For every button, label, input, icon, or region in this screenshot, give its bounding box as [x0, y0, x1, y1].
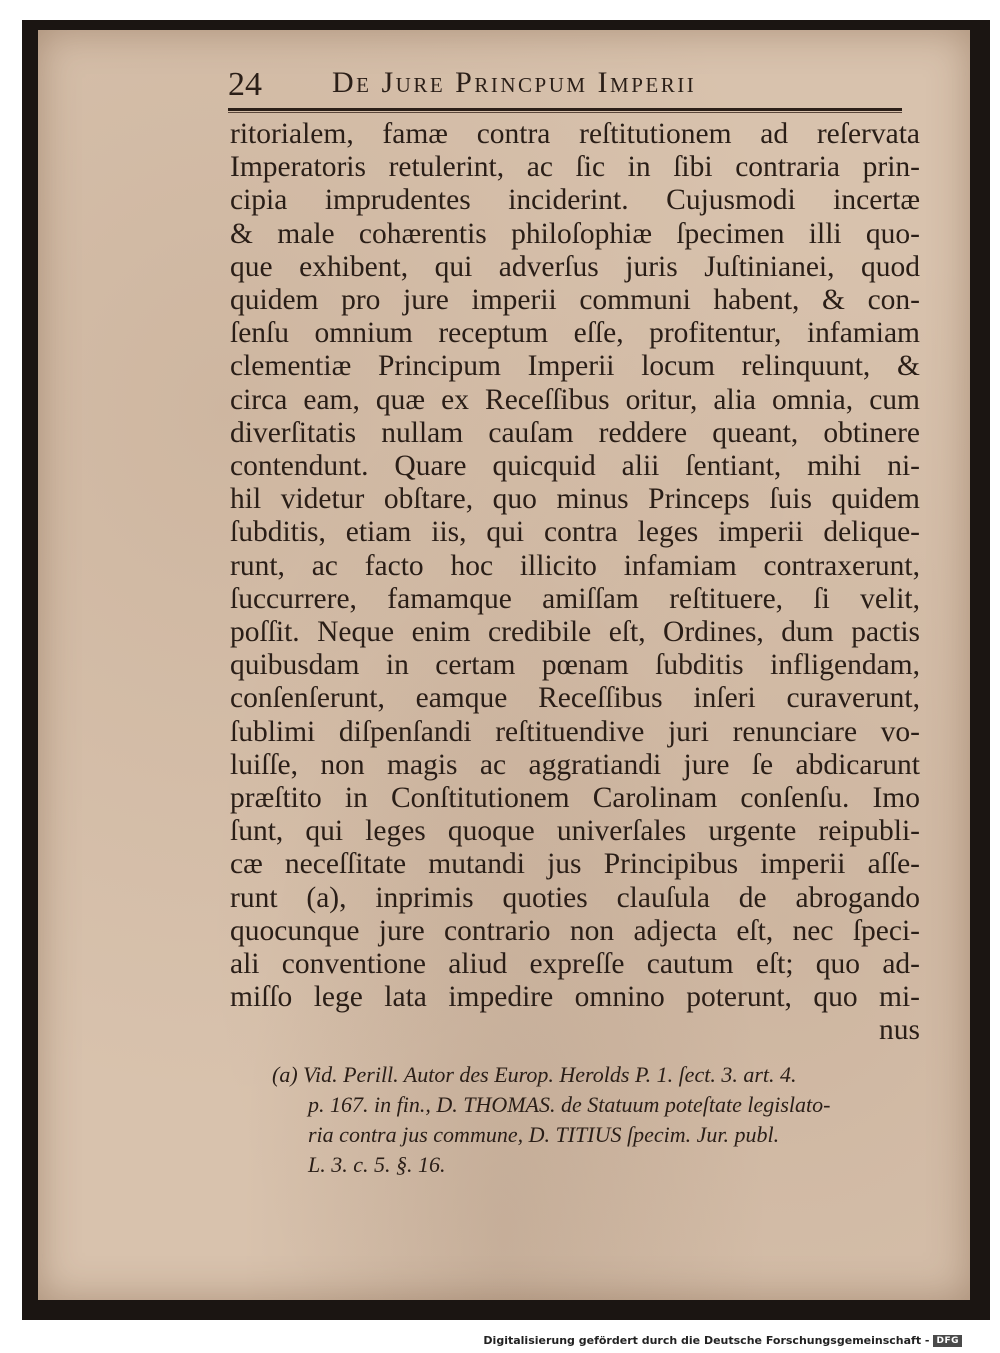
body-text [230, 118, 920, 1048]
text-line: ſublimi diſpenſandi reſtituendive juri renunciare vo- [230, 715, 920, 748]
header-rule-thin [228, 112, 902, 113]
text-line: quidem pro jure imperii communi habent, & con- [230, 284, 920, 317]
text-line: ritorialem, famæ contra reſtitutionem ad reſervata [230, 118, 920, 150]
text-line: ſuccurrere, famamque amiſſam reſtituere, ſi velit, [230, 582, 920, 615]
text-line: ſubditis, etiam iis, qui contra leges imperii delique- [230, 516, 920, 549]
text-line: ſenſu omnium receptum eſſe, profitentur, infamiam [230, 317, 920, 350]
text-line: runt, ac facto hoc illicito infamiam contraxerunt, [230, 549, 920, 582]
digitization-credit [483, 1334, 962, 1347]
text-line: Imperatoris retulerint, ac ſic in ſibi contraria prin- [230, 151, 920, 184]
text-line: ali conventione aliud expreſſe cautum eſt; quo ad- [230, 948, 920, 981]
text-line: runt (a), inprimis quoties clauſula de abrogando [230, 881, 920, 914]
footnotes [272, 1060, 922, 1180]
catchword: nus [879, 1014, 920, 1047]
footnote-line: p. 167. in fin., D. THOMAS. de Statuum poteſtate legislato- [308, 1092, 831, 1117]
credit-text: Digitalisierung gefördert durch die Deutsche Forschungsgemeinschaft - [483, 1334, 930, 1347]
text-line: cæ neceſſitate mutandi jus Principibus imperii aſſe- [230, 848, 920, 881]
footnote-line: (a) Vid. Perill. Autor des Europ. Herolds P. 1. ſect. 3. art. 4. [272, 1062, 797, 1087]
page-number: 24 [228, 66, 262, 103]
text-line: hil videtur obſtare, quo minus Princeps ſuis quidem [230, 483, 920, 516]
text-line: miſſo lege lata impedire omnino poterunt, quo mi- [230, 981, 920, 1014]
text-line: cipia imprudentes inciderint. Cujusmodi incertæ [230, 184, 920, 217]
running-head: De Jure Princpum Imperii [332, 66, 697, 99]
text-line: ſunt, qui leges quoque univerſales urgente reipubli- [230, 815, 920, 848]
header-rule [228, 108, 902, 111]
text-line: quocunque jure contrario non adjecta eſt, nec ſpeci- [230, 914, 920, 947]
text-line: luiſſe, non magis ac aggratiandi jure ſe abdicarunt [230, 748, 920, 781]
text-line: que exhibent, qui adverſus juris Juſtinianei, quod [230, 250, 920, 283]
text-line: circa eam, quæ ex Receſſibus oritur, alia omnia, cum [230, 383, 920, 416]
text-line: & male cohærentis philoſophiæ ſpecimen illi quo- [230, 217, 920, 250]
text-line: poſſit. Neque enim credibile eſt, Ordines, dum pactis [230, 616, 920, 649]
text-line: diverſitatis nullam cauſam reddere queant, obtinere [230, 416, 920, 449]
text-line: præſtito in Conſtitutionem Carolinam conſenſu. Imo [230, 782, 920, 815]
footnote-line: L. 3. c. 5. §. 16. [308, 1152, 446, 1177]
text-line: clementiæ Principum Imperii locum relinquunt, & [230, 350, 920, 383]
dfg-logo: DFG [933, 1335, 962, 1347]
text-line: quibusdam in certam pœnam ſubditis infligendam, [230, 649, 920, 682]
footnote-line: ria contra jus commune, D. TITIUS ſpecim. Jur. publ. [308, 1122, 780, 1147]
text-line: conſenſerunt, eamque Receſſibus inſeri curaverunt, [230, 682, 920, 715]
text-line: contendunt. Quare quicquid alii ſentiant, mihi ni- [230, 450, 920, 483]
